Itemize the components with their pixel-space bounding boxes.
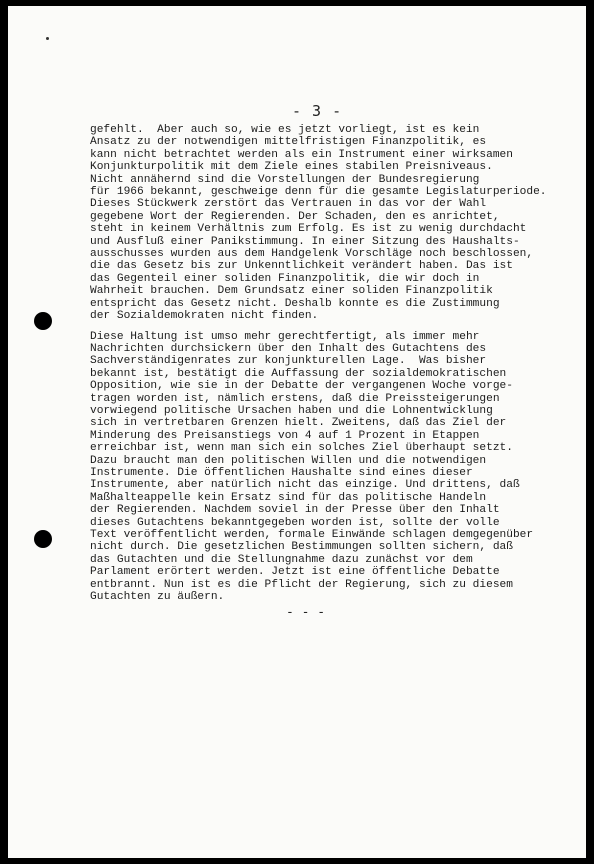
text-line: Ansatz zu der notwendigen mittelfristigen Finanzpolitik, es [90, 136, 487, 149]
text-line: Gutachten zu äußern. [90, 591, 225, 604]
text-line: vorwiegend politische Ursachen haben und die Lohnentwicklung [90, 404, 493, 417]
text-line: Parlament erörtert werden. Jetzt ist eine öffentliche Debatte [90, 566, 500, 579]
text-line: kann nicht betrachtet werden als ein Instrument einer wirksamen [90, 148, 513, 161]
document-body [90, 124, 594, 603]
text-line: ausschusses wurden aus dem Handgelenk Vorschläge noch beschlossen, [90, 248, 534, 261]
text-line: Wahrheit brauchen. Dem Grundsatz einer soliden Finanzpolitik [90, 285, 493, 298]
text-line: dieses Gutachtens bekanntgegeben worden ist, sollte der volle [90, 516, 500, 529]
text-line: das Gegenteil einer soliden Finanzpolitik, die wir doch in [90, 272, 480, 285]
text-line: Opposition, wie sie in der Debatte der vergangenen Woche vorge- [90, 380, 513, 393]
text-line: und Ausfluß einer Panikstimmung. In einer Sitzung des Haushalts- [90, 235, 520, 248]
text-line: das Gutachten und die Stellungnahme dazu zunächst vor dem [90, 553, 473, 566]
text-line: Dieses Stückwerk zerstört das Vertrauen in das vor der Wahl [90, 198, 487, 211]
text-line: Instrumente. Die öffentlichen Haushalte sind eines dieser [90, 466, 473, 479]
text-line: gegebene Wort der Regierenden. Der Schaden, den es anrichtet, [90, 210, 500, 223]
document-page [8, 6, 586, 858]
text-line: Dazu braucht man den politischen Willen und die notwendigen [90, 454, 487, 467]
text-line: bekannt ist, bestätigt die Auffassung der sozialdemokratischen [90, 367, 507, 380]
text-line: der Regierenden. Nachdem soviel in der Presse über den Inhalt [90, 504, 500, 517]
text-line: der Sozialdemokraten nicht finden. [90, 310, 319, 323]
text-line: Nicht annähernd sind die Vorstellungen der Bundesregierung [90, 173, 480, 186]
paragraph-2 [90, 331, 594, 604]
text-line: steht in keinem Verhältnis zum Erfolg. Es ist zu wenig durchdacht [90, 223, 527, 236]
text-line: Diese Haltung ist umso mehr gerechtfertigt, als immer mehr [90, 330, 480, 343]
text-line: gefehlt. Aber auch so, wie es jetzt vorliegt, ist es kein [90, 124, 480, 136]
page-number: - 3 - [292, 102, 343, 120]
text-line: Nachrichten durchsickern über den Inhalt des Gutachtens des [90, 342, 487, 355]
text-line: sich in vertretbaren Grenzen hielt. Zweitens, daß das Ziel der [90, 417, 507, 430]
text-line: erreichbar ist, wenn man sich ein solches Ziel überhaupt setzt. [90, 442, 513, 455]
text-line: Konjunkturpolitik mit dem Ziele eines stabilen Preisniveaus. [90, 161, 493, 174]
text-line: entbrannt. Nun ist es die Pflicht der Regierung, sich zu diesem [90, 578, 513, 591]
scan-speck [46, 37, 49, 40]
end-mark: - - - [286, 605, 326, 620]
text-line: Maßhalteappelle kein Ersatz sind für das politische Handeln [90, 491, 487, 504]
text-line: Sachverständigenrates zur konjunkturellen Lage. Was bisher [90, 355, 487, 368]
text-line: Instrumente, aber natürlich nicht das einzige. Und drittens, daß [90, 479, 520, 492]
text-line: Text veröffentlicht werden, formale Einwände schlagen demgegenüber [90, 529, 534, 541]
punch-hole-upper [34, 312, 52, 330]
text-line: entspricht das Gesetz nicht. Deshalb konnte es die Zustimmung [90, 297, 500, 310]
punch-hole-lower [34, 530, 52, 548]
text-line: für 1966 bekannt, geschweige denn für die gesamte Legislaturperiode. [90, 186, 547, 199]
text-line: Minderung des Preisanstiegs von 4 auf 1 Prozent in Etappen [90, 429, 480, 442]
paragraph-1 [90, 124, 594, 323]
text-line: nicht durch. Die gesetzlichen Bestimmungen sollten sichern, daß [90, 541, 513, 554]
text-line: tragen worden ist, nämlich erstens, daß die Preissteigerungen [90, 392, 500, 405]
text-line: die das Gesetz bis zur Unkenntlichkeit verändert haben. Das ist [90, 260, 513, 273]
